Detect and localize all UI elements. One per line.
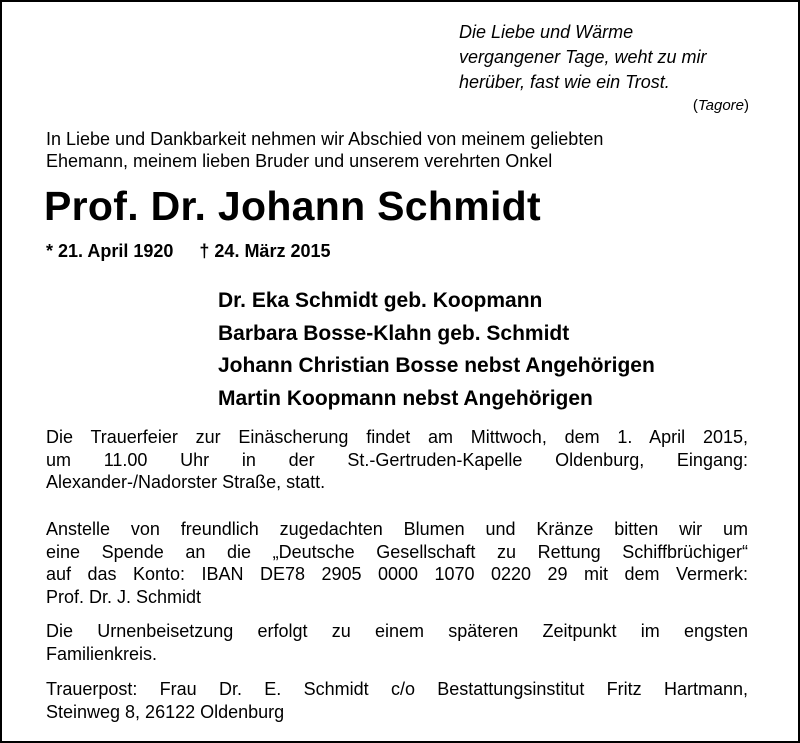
donation-paragraph — [46, 518, 748, 608]
mourners-list — [218, 285, 655, 415]
mourner-name: Barbara Bosse-Klahn geb. Schmidt — [218, 321, 570, 345]
paragraph-line: Alexander-/Nadorster Straße, statt. — [46, 472, 326, 492]
birth-date: * 21. April 1920 — [46, 241, 174, 261]
mourner-name: Martin Koopmann nebst Angehörigen — [218, 386, 593, 410]
funeral-paragraph — [46, 426, 748, 494]
epigraph-quote — [459, 20, 749, 116]
paragraph-line: um 11.00 Uhr in der St.-Gertruden-Kapelle Oldenburg, Eingang: — [46, 449, 748, 470]
condolence-address-paragraph — [46, 678, 748, 723]
urn-burial-paragraph — [46, 620, 748, 665]
deceased-name: Prof. Dr. Johann Schmidt — [44, 183, 541, 229]
paragraph-line: Familienkreis. — [46, 643, 158, 664]
mourner-name: Dr. Eka Schmidt geb. Koopmann — [218, 289, 543, 312]
intro-text — [46, 128, 746, 172]
paragraph-line: Steinweg 8, 26122 Oldenburg — [46, 701, 285, 722]
paragraph-line: Anstelle von freundlich zugedachten Blumen und Kränze bitten wir um — [46, 519, 748, 539]
paragraph-line: Die Urnenbeisetzung erfolgt zu einem späteren Zeitpunkt im engsten — [46, 621, 748, 641]
life-dates — [46, 238, 331, 264]
paragraph-line: Prof. Dr. J. Schmidt — [46, 586, 202, 607]
quote-line: vergangener Tage, weht zu mir — [459, 47, 707, 67]
intro-line: In Liebe und Dankbarkeit nehmen wir Abschied von meinem geliebten — [46, 129, 604, 149]
quote-author-name: Tagore — [697, 97, 744, 114]
paragraph-line: Die Trauerfeier zur Einäscherung findet am Mittwoch, dem 1. April 2015, — [46, 427, 748, 447]
paragraph-line: auf das Konto: IBAN DE78 2905 0000 1070 0220 29 mit dem Vermerk: — [46, 564, 748, 584]
quote-line: herüber, fast wie ein Trost. — [459, 72, 670, 92]
paragraph-line: eine Spende an die „Deutsche Gesellschaft zu Rettung Schiffbrüchiger“ — [46, 541, 748, 562]
quote-line: Die Liebe und Wärme — [459, 22, 634, 42]
quote-author: (Tagore) — [692, 97, 749, 114]
death-date: † 24. März 2015 — [199, 241, 331, 261]
paragraph-line: Trauerpost: Frau Dr. E. Schmidt c/o Bestattungsinstitut Fritz Hartmann, — [46, 679, 748, 699]
intro-line: Ehemann, meinem lieben Bruder und unserem verehrten Onkel — [46, 151, 553, 171]
mourner-name: Johann Christian Bosse nebst Angehörigen — [218, 354, 655, 377]
